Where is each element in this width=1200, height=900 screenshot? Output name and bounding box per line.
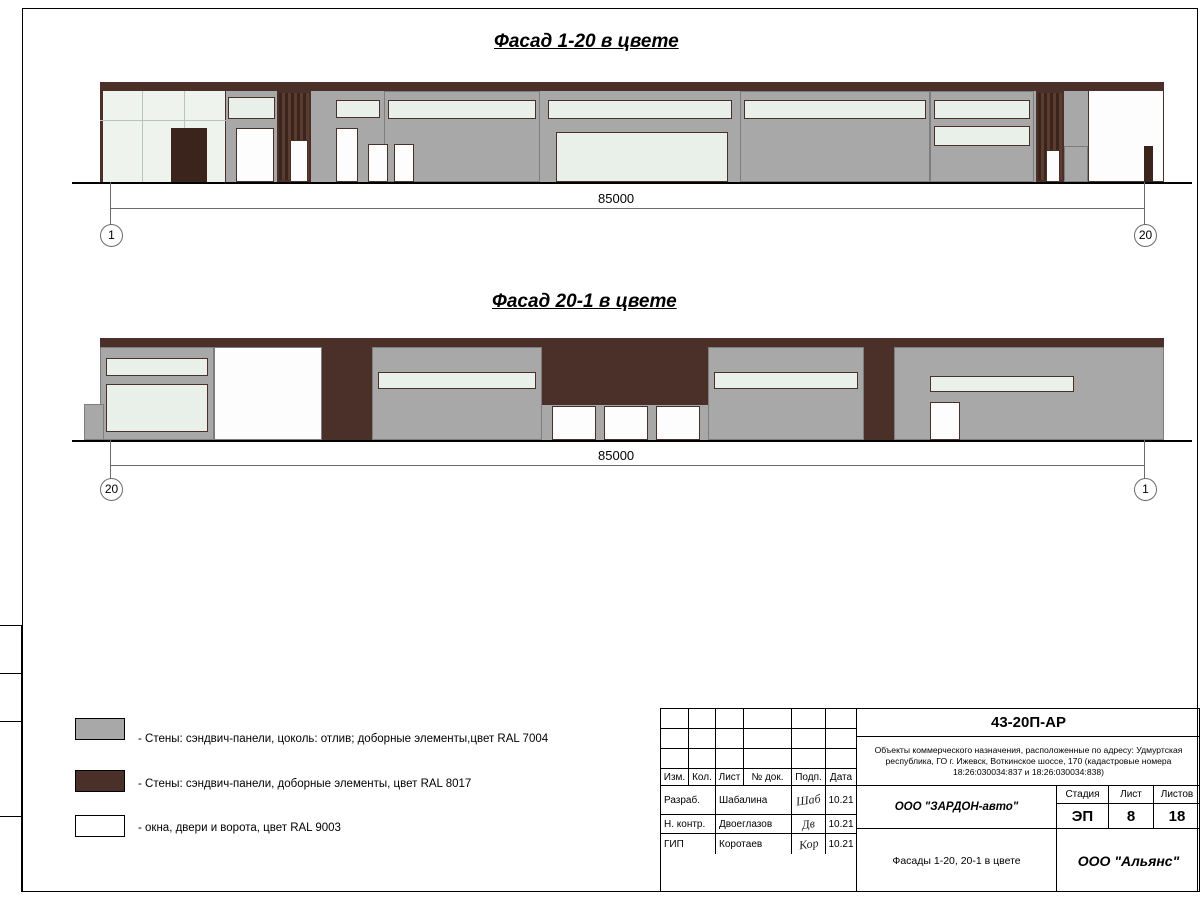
revision-cell [689, 749, 716, 769]
role-sign-gip [792, 834, 826, 854]
role-date-gip: 10.21 [826, 834, 857, 854]
legend-swatch-brown [75, 770, 125, 792]
legend-swatch-white [75, 815, 125, 837]
facade-window-band [714, 372, 858, 389]
object-description: Объекты коммерческого назначения, расположенные по адресу: Удмуртская республика, ГО г. Ижевск, Воткинское шоссе, 170 (кадастровые номера 18:26:030034:837 и 18:26:030034:838) [857, 737, 1200, 786]
sheets-value: 18 [1154, 804, 1200, 829]
revision-cell [716, 709, 744, 729]
stage-value: ЭП [1057, 804, 1109, 829]
revision-cell [661, 749, 689, 769]
facade-center-brown-volume [542, 347, 708, 405]
facade-entrance-door [656, 406, 700, 440]
revision-cell [792, 709, 826, 729]
revision-header-list: Лист [716, 769, 744, 786]
revision-cell [716, 729, 744, 749]
revision-cell [744, 749, 792, 769]
role-date-nkontr: 10.21 [826, 815, 857, 834]
role-label-razrab: Разраб. [661, 786, 716, 815]
revision-cell [826, 709, 857, 729]
facade-brown-strip [322, 347, 372, 440]
left-margin-divider [0, 816, 22, 817]
signature-mark: Дв [801, 815, 816, 832]
revision-cell [826, 729, 857, 749]
facade-cornice [100, 338, 1164, 347]
revision-cell [792, 749, 826, 769]
revision-header-izm: Изм. [661, 769, 689, 786]
facade-window-grid [106, 384, 208, 432]
revision-cell [661, 709, 689, 729]
left-margin-strip [0, 625, 22, 892]
revision-cell [689, 709, 716, 729]
facade-1-20-title: Фасад 1-20 в цвете [494, 31, 679, 52]
role-sign-nkontr [792, 815, 826, 834]
legend-swatch-gray [75, 718, 125, 740]
facade-panel-section [708, 347, 864, 440]
facade-white-panel [214, 347, 322, 440]
role-name-nkontr: Двоеглазов [716, 815, 792, 834]
revision-header-kol: Кол. [689, 769, 716, 786]
revision-cell [661, 729, 689, 749]
customer-name: ООО "ЗАРДОН-авто" [857, 786, 1057, 829]
role-sign-razrab [792, 786, 826, 815]
legend-label-brown: - Стены: сэндвич-панели, доборные элементы, цвет RAL 8017 [138, 778, 472, 790]
signature-mark: Кор [797, 835, 820, 852]
organization-name: ООО "Альянс" [1077, 852, 1180, 869]
role-label-gip: ГИП [661, 834, 716, 854]
facade-entrance-door [604, 406, 648, 440]
ground-line [72, 440, 1192, 442]
sheets-label: Листов [1154, 786, 1200, 804]
facade-window-band [930, 376, 1074, 392]
facade-brown-strip [864, 347, 894, 440]
revision-header-data: Дата [826, 769, 857, 786]
document-code: 43-20П-АР [857, 709, 1200, 737]
revision-cell [744, 709, 792, 729]
revision-cell [689, 729, 716, 749]
axis-bubble-right: 20 [1134, 224, 1157, 247]
role-date-razrab: 10.21 [826, 786, 857, 815]
revision-header-podp: Подп. [792, 769, 826, 786]
sheet-label: Лист [1109, 786, 1154, 804]
revision-bottom-cell [661, 854, 857, 892]
facade-door [930, 402, 960, 440]
signature-mark: Шаб [795, 790, 822, 809]
facade-entrance-door [552, 406, 596, 440]
sheet-value: 8 [1109, 804, 1154, 829]
revision-cell [744, 729, 792, 749]
axis-bubble-left: 20 [100, 478, 123, 501]
role-label-nkontr: Н. контр. [661, 815, 716, 834]
left-margin-divider [0, 673, 22, 674]
facade-window-band [378, 372, 536, 389]
revision-cell [716, 749, 744, 769]
dimension-value: 85000 [598, 448, 635, 463]
legend-label-white: - окна, двери и ворота, цвет RAL 9003 [138, 822, 341, 834]
dimension-value: 85000 [598, 191, 635, 206]
facade-window-band [106, 358, 208, 376]
axis-bubble-right: 1 [1134, 478, 1157, 501]
legend-label-gray: - Стены: сэндвич-панели, цоколь: отлив; доборные элементы,цвет RAL 7004 [138, 733, 549, 745]
left-margin-divider [0, 721, 22, 722]
dimension-line [110, 465, 1145, 466]
facade-panel-section [372, 347, 542, 440]
revision-cell [826, 749, 857, 769]
role-name-razrab: Шабалина [716, 786, 792, 815]
facade-20-1-title: Фасад 20-1 в цвете [492, 291, 677, 312]
role-name-gip: Коротаев [716, 834, 792, 854]
axis-bubble-left: 1 [100, 224, 123, 247]
stage-label: Стадия [1057, 786, 1109, 804]
sheet-title: Фасады 1-20, 20-1 в цвете [857, 829, 1057, 892]
facade-annex [84, 404, 104, 440]
title-block [660, 708, 1200, 892]
revision-header-doc: № док. [744, 769, 792, 786]
revision-cell [792, 729, 826, 749]
